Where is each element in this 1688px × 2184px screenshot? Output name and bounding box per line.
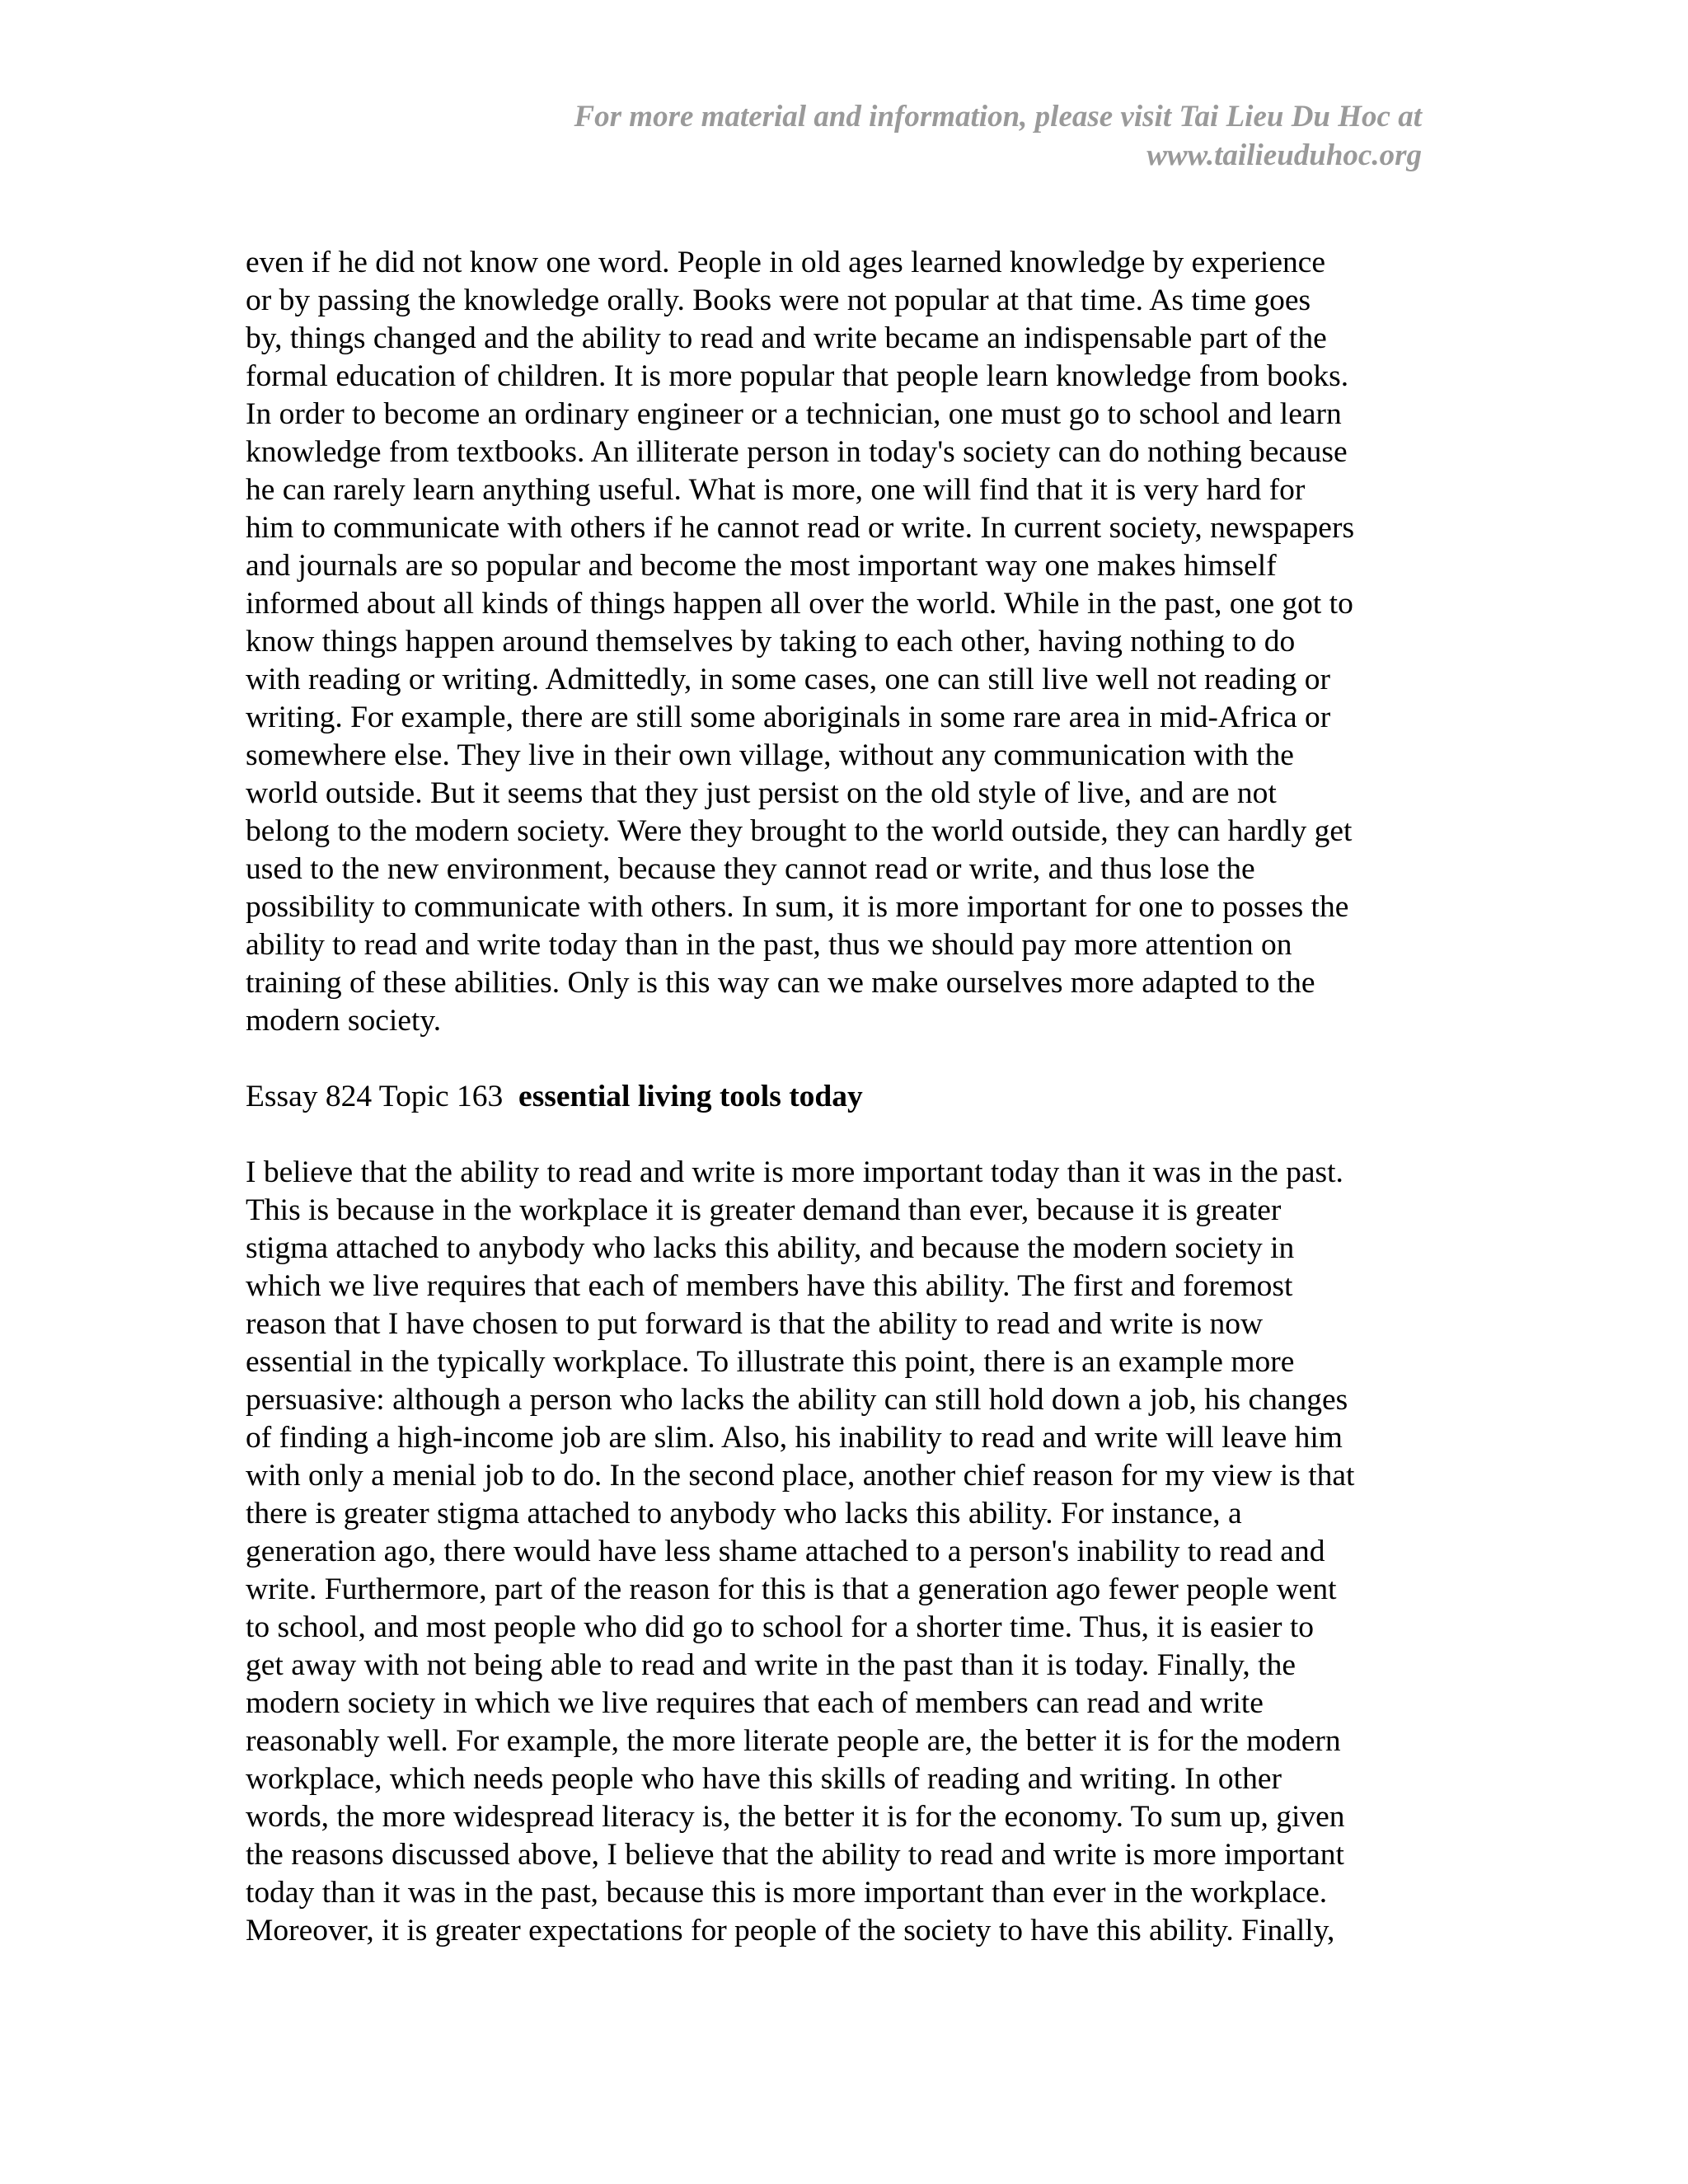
text-line: training of these abilities. Only is this way can we make ourselves more adapted to the	[246, 966, 1315, 1000]
text-line: modern society in which we live requires that each of members can read and write	[246, 1686, 1264, 1720]
paragraph-2	[246, 1154, 1441, 1950]
text-line: to school, and most people who did go to school for a shorter time. Thus, it is easier to	[246, 1610, 1314, 1644]
text-line: used to the new environment, because they cannot read or write, and thus lose the	[246, 852, 1255, 886]
text-line: ability to read and write today than in the past, thus we should pay more attention on	[246, 928, 1292, 962]
text-line: with reading or writing. Admittedly, in some cases, one can still live well not reading or	[246, 663, 1331, 696]
text-line: get away with not being able to read and write in the past than it is today. Finally, the	[246, 1648, 1296, 1682]
essay-heading-prefix: Essay 824 Topic 163	[246, 1080, 504, 1113]
essay-heading	[246, 1078, 1441, 1116]
header-note-url: www.tailieuduhoc.org	[1146, 138, 1422, 172]
text-line: In order to become an ordinary engineer or a technician, one must go to school and learn	[246, 397, 1342, 431]
text-line: possibility to communicate with others. In sum, it is more important for one to posses the	[246, 890, 1349, 924]
text-line: words, the more widespread literacy is, the better it is for the economy. To sum up, given	[246, 1800, 1345, 1834]
header-note-line-1: For more material and information, please visit Tai Lieu Du Hoc at	[574, 100, 1422, 134]
essay-heading-title: essential living tools today	[518, 1080, 863, 1113]
text-line: writing. For example, there are still some aboriginals in some rare area in mid-Africa or	[246, 701, 1331, 734]
text-line: modern society.	[246, 1004, 442, 1038]
text-line: by, things changed and the ability to read and write became an indispensable part of the	[246, 321, 1327, 355]
text-line: somewhere else. They live in their own village, without any communication with the	[246, 738, 1294, 772]
text-line: or by passing the knowledge orally. Books were not popular at that time. As time goes	[246, 284, 1311, 317]
header-note	[433, 97, 1422, 175]
text-line: write. Furthermore, part of the reason for this is that a generation ago fewer people went	[246, 1572, 1337, 1606]
text-line: I believe that the ability to read and write is more important today than it was in the past.	[246, 1155, 1343, 1189]
text-line: know things happen around themselves by taking to each other, having nothing to do	[246, 625, 1296, 658]
text-line: stigma attached to anybody who lacks this ability, and because the modern society in	[246, 1231, 1295, 1265]
text-line: of finding a high-income job are slim. Also, his inability to read and write will leave him	[246, 1421, 1343, 1455]
text-line: workplace, which needs people who have this skills of reading and writing. In other	[246, 1762, 1282, 1796]
text-line: informed about all kinds of things happen all over the world. While in the past, one got to	[246, 587, 1353, 621]
paragraph-1	[246, 244, 1441, 1040]
text-line: there is greater stigma attached to anybody who lacks this ability. For instance, a	[246, 1497, 1242, 1530]
document-body	[246, 244, 1441, 1950]
text-line: knowledge from textbooks. An illiterate person in today's society can do nothing because	[246, 435, 1348, 469]
text-line: and journals are so popular and become the most important way one makes himself	[246, 549, 1277, 583]
text-line: This is because in the workplace it is greater demand than ever, because it is greater	[246, 1193, 1282, 1227]
text-line: even if he did not know one word. People in old ages learned knowledge by experience	[246, 246, 1326, 279]
text-line: generation ago, there would have less shame attached to a person's inability to read and	[246, 1535, 1325, 1568]
text-line: formal education of children. It is more popular that people learn knowledge from books.	[246, 359, 1349, 393]
text-line: which we live requires that each of members have this ability. The first and foremost	[246, 1269, 1293, 1303]
text-line: persuasive: although a person who lacks the ability can still hold down a job, his changes	[246, 1383, 1348, 1417]
text-line: world outside. But it seems that they just persist on the old style of live, and are not	[246, 776, 1277, 810]
paragraph-gap	[246, 1116, 1441, 1154]
text-line: belong to the modern society. Were they brought to the world outside, they can hardly get	[246, 814, 1353, 848]
text-line: Moreover, it is greater expectations for people of the society to have this ability. Finally,	[246, 1914, 1335, 1947]
text-line: reasonably well. For example, the more literate people are, the better it is for the modern	[246, 1724, 1341, 1758]
text-line: he can rarely learn anything useful. What is more, one will find that it is very hard for	[246, 473, 1306, 507]
text-line: with only a menial job to do. In the second place, another chief reason for my view is that	[246, 1459, 1355, 1493]
text-line: essential in the typically workplace. To illustrate this point, there is an example more	[246, 1345, 1295, 1379]
text-line: today than it was in the past, because this is more important than ever in the workplace.	[246, 1876, 1328, 1910]
text-line: the reasons discussed above, I believe that the ability to read and write is more important	[246, 1838, 1344, 1872]
text-line: him to communicate with others if he cannot read or write. In current society, newspapers	[246, 511, 1355, 545]
paragraph-gap	[246, 1040, 1441, 1078]
text-line: reason that I have chosen to put forward is that the ability to read and write is now	[246, 1307, 1264, 1341]
